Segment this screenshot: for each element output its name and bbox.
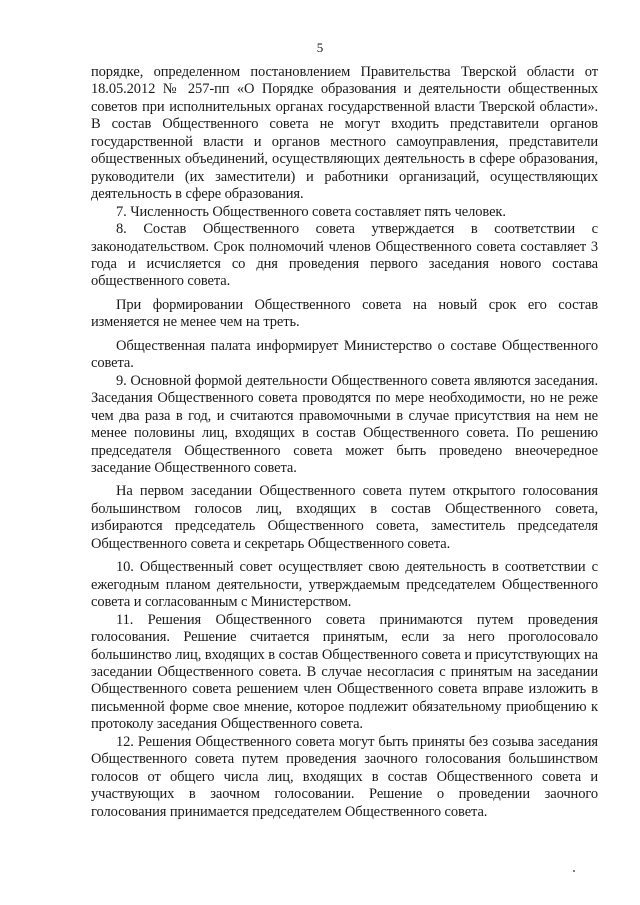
paragraph-9: 9. Основной формой деятельности Общественного совета являются заседания. Заседания Общественного совета проводятся по мере необходимости, но не реже чем два раза в год, и считаются правомочными в случае присутствия на нем не менее половины лиц, входящих в состав Общественного совета. По решению председателя Общественного совета может быть проведено внеочередное заседание Общественного совета. bbox=[91, 372, 598, 476]
scan-speck bbox=[573, 870, 575, 872]
paragraph-12: 12. Решения Общественного совета могут быть приняты без созыва заседания Общественного совета путем проведения заочного голосования большинством голосов от общего числа лиц, входящих в состав Общественного совета и участвующих в заочном голосовании. Решение о проведении заочного голосования принимается председателем Общественного совета. bbox=[91, 733, 598, 820]
paragraph-7: 7. Численность Общественного совета составляет пять человек. bbox=[116, 203, 506, 220]
paragraph-9-election: На первом заседании Общественного совета путем открытого голосования большинством голосов лиц, входящих в состав Общественного совета, избираются председатель Общественного совета, заместитель председателя Общественного совета и секретарь Общественного совета. bbox=[91, 483, 598, 552]
paragraph-continuation: порядке, определенном постановлением Правительства Тверской области от 18.05.2012 № 257-пп «О Порядке образования и деятельности общественных советов при исполнительных органах государственной власти Тверской области». В состав Общественного совета не могут входить представители органов государственной власти и органов местного самоуправления, представители общественных объединений, осуществляющих деятельность в сфере образования, руководители (их заместители) и работники организаций, осуществляющих деятельность в сфере образования. bbox=[91, 64, 598, 203]
page-number: 5 bbox=[316, 40, 324, 55]
paragraph-8: 8. Состав Общественного совета утверждается в соответствии с законодательством. Срок полномочий членов Общественного совета составляет 3 года и исчисляется со дня проведения первого заседания нового состава общественного совета. bbox=[91, 221, 598, 290]
paragraph-8-chamber: Общественная палата информирует Министерство о составе Общественного совета. bbox=[91, 337, 598, 372]
document-body bbox=[91, 64, 598, 821]
paragraph-10: 10. Общественный совет осуществляет свою деятельность в соответствии с ежегодным планом деятельности, утверждаемым председателем Общественного совета и согласованным с Министерством. bbox=[91, 559, 598, 611]
paragraph-8-renewal: При формировании Общественного совета на новый срок его состав изменяется не менее чем на треть. bbox=[91, 296, 598, 331]
paragraph-11: 11. Решения Общественного совета принимаются путем проведения голосования. Решение считается принятым, если за него проголосовало большинство лиц, входящих в состав Общественного совета и присутствующих на заседании Общественного совета. В случае несогласия с принятым на заседании Общественного совета решением член Общественного совета вправе изложить в письменной форме свое мнение, которое подлежит обязательному приобщению к протоколу заседания Общественного совета. bbox=[91, 611, 598, 733]
